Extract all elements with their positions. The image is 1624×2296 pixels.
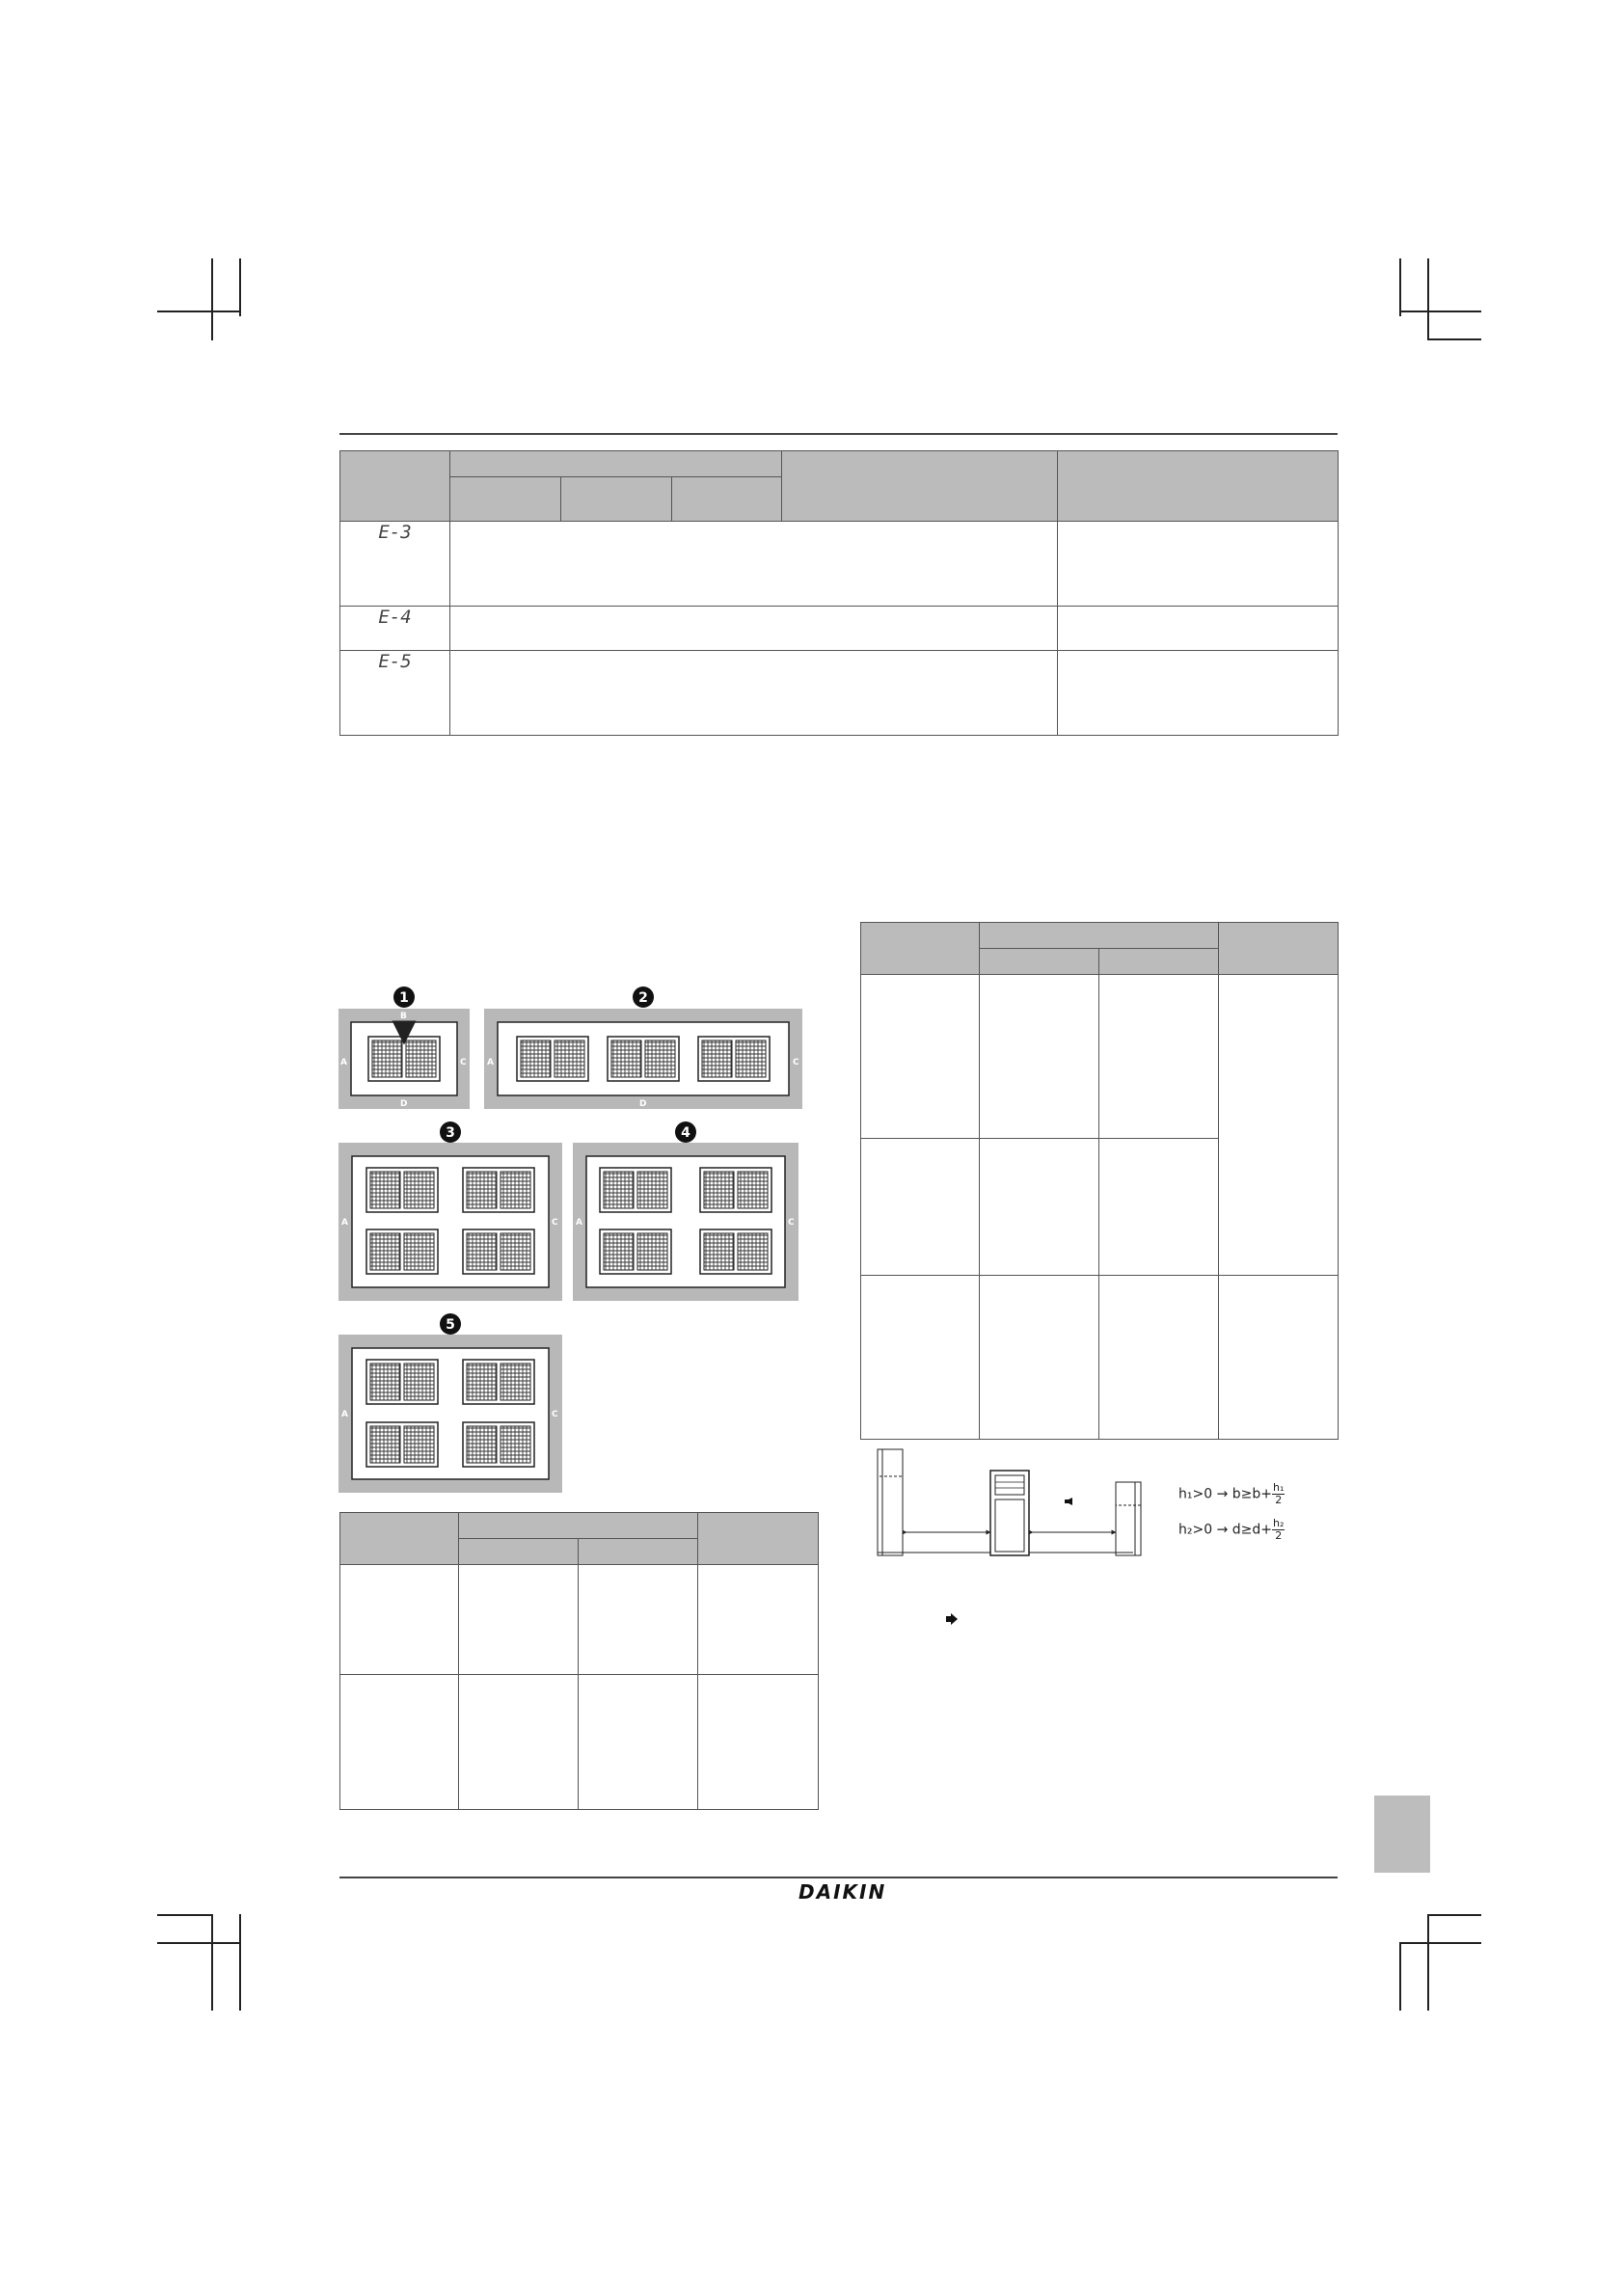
header-cell (861, 923, 980, 975)
table-row (340, 651, 1339, 736)
header-cell (459, 1513, 698, 1539)
formula-condition: h₂>0 (1178, 1522, 1213, 1538)
table-cell (1219, 975, 1339, 1276)
fraction-numerator: h₂ (1273, 1517, 1285, 1529)
table-cell (861, 1276, 980, 1440)
pattern-5 (338, 1313, 562, 1493)
clearance-height-diagram (873, 1444, 1162, 1559)
fraction-denominator: 2 (1275, 1494, 1283, 1506)
table-cell (861, 1139, 980, 1276)
clearance-formula-1 (1178, 1482, 1285, 1506)
pattern-3 (338, 1121, 562, 1301)
table-cell (579, 1675, 698, 1810)
table-cell (450, 651, 1058, 736)
fraction-numerator: h₁ (1273, 1481, 1285, 1494)
header-rule (339, 433, 1338, 435)
header-cell (340, 1513, 459, 1565)
table-cell (980, 1139, 1099, 1276)
pattern-number: 2 (638, 990, 648, 1006)
table-cell (698, 1565, 819, 1675)
fraction (1272, 1518, 1285, 1542)
header-cell (459, 1539, 579, 1565)
table-cell (1058, 607, 1339, 651)
header-cell (980, 949, 1099, 975)
installation-pattern-figure (338, 982, 810, 1498)
table-cell (459, 1565, 579, 1675)
table-row (340, 1675, 819, 1810)
pattern-number: 5 (446, 1317, 455, 1333)
footer-rule (339, 1877, 1338, 1878)
header-cell (698, 1513, 819, 1565)
side-label-c: C (460, 1058, 467, 1067)
side-label-b: B (400, 1012, 407, 1021)
formula-result: b≥b+ (1232, 1486, 1272, 1502)
header-cell (672, 477, 782, 522)
table-header-row (861, 923, 1339, 949)
side-label-a: A (576, 1218, 582, 1228)
page-tab-marker (1374, 1796, 1430, 1873)
side-label-a: A (487, 1058, 494, 1067)
clearance-table-right (860, 922, 1339, 1440)
header-cell (450, 477, 561, 522)
table-cell (980, 1276, 1099, 1440)
table-header-row (340, 451, 1339, 477)
clearance-formula-2 (1178, 1518, 1285, 1542)
side-label-c: C (552, 1218, 558, 1228)
pattern-number: 3 (446, 1125, 455, 1141)
table-cell (1058, 651, 1339, 736)
header-cell (1058, 451, 1339, 522)
table-row (861, 975, 1339, 1139)
pattern-4 (573, 1121, 798, 1301)
table-cell (1058, 522, 1339, 607)
table-cell (1099, 1276, 1219, 1440)
side-label-a: A (341, 1410, 348, 1419)
table-cell (579, 1565, 698, 1675)
table-cell (459, 1675, 579, 1810)
pattern-2 (484, 986, 802, 1109)
formula-arrow: → (1216, 1486, 1229, 1502)
header-cell (340, 451, 450, 522)
fraction (1272, 1482, 1285, 1506)
table-cell (340, 1565, 459, 1675)
table-cell (450, 607, 1058, 651)
table-cell (1219, 1276, 1339, 1440)
side-label-a: A (341, 1218, 348, 1228)
pattern-1 (338, 986, 470, 1109)
table-row (861, 1276, 1339, 1440)
header-cell (579, 1539, 698, 1565)
airflow-arrow-icon (945, 1612, 959, 1626)
formula-result: d≥d+ (1232, 1522, 1272, 1538)
clearance-table-left (339, 1512, 819, 1810)
table-header-row (340, 1513, 819, 1539)
side-label-d: D (400, 1099, 408, 1109)
table-cell (1099, 975, 1219, 1139)
header-cell (1219, 923, 1339, 975)
table-cell (450, 522, 1058, 607)
error-code-table (339, 450, 1339, 736)
error-code: E-5 (340, 651, 450, 736)
table-row (340, 607, 1339, 651)
side-label-a: A (340, 1058, 347, 1067)
header-cell (980, 923, 1219, 949)
formula-arrow: → (1216, 1522, 1229, 1538)
table-cell (340, 1675, 459, 1810)
header-cell (450, 451, 782, 477)
table-cell (980, 975, 1099, 1139)
table-row (340, 1565, 819, 1675)
table-cell (1099, 1139, 1219, 1276)
pattern-number: 1 (399, 990, 409, 1006)
side-label-d: D (639, 1099, 647, 1109)
side-label-c: C (788, 1218, 795, 1228)
table-row (340, 522, 1339, 607)
error-code: E-3 (340, 522, 450, 607)
error-code: E-4 (340, 607, 450, 651)
header-cell (561, 477, 672, 522)
daikin-logo: DAIKIN (798, 1880, 887, 1904)
side-label-c: C (793, 1058, 799, 1067)
formula-condition: h₁>0 (1178, 1486, 1213, 1502)
pattern-number: 4 (681, 1125, 690, 1141)
header-cell (1099, 949, 1219, 975)
header-cell (782, 451, 1058, 522)
side-label-c: C (552, 1410, 558, 1419)
table-cell (861, 975, 980, 1139)
table-cell (698, 1675, 819, 1810)
fraction-denominator: 2 (1275, 1529, 1283, 1542)
